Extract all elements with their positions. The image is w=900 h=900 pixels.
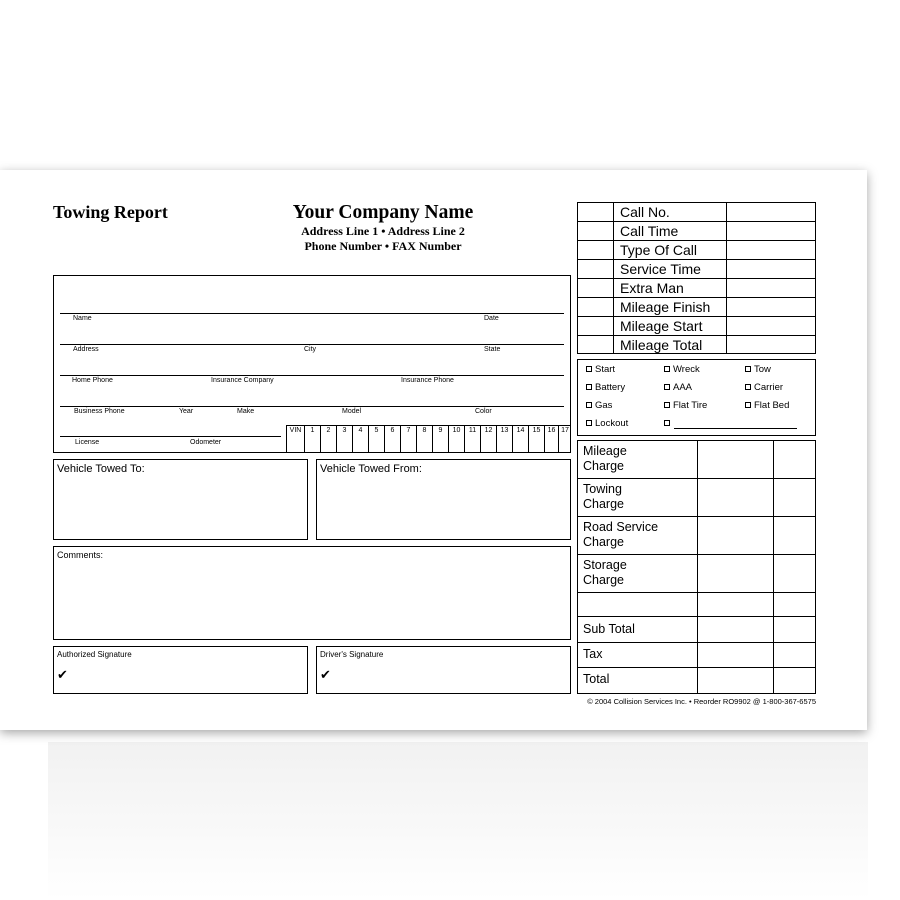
check-lockout-label: Lockout — [595, 418, 629, 429]
checkbox-icon[interactable] — [586, 384, 592, 390]
vin-cell[interactable]: 16 — [544, 426, 558, 453]
vin-cell[interactable]: 10 — [448, 426, 464, 453]
call-table — [577, 202, 816, 354]
type-of-call-label: Type Of Call — [620, 242, 698, 258]
check-other[interactable] — [664, 418, 673, 429]
authorized-signature-label: Authorized Signature — [57, 650, 132, 659]
vin-cell[interactable]: 17 — [558, 426, 571, 453]
checkbox-icon[interactable] — [586, 366, 592, 372]
company-address: Address Line 1 • Address Line 2 — [301, 224, 465, 238]
service-type-box — [577, 359, 816, 436]
mileage-total-label: Mileage Total — [620, 337, 703, 353]
customer-info-box — [53, 275, 571, 453]
date-label: Date — [484, 315, 499, 322]
vin-cell[interactable]: 12 — [480, 426, 496, 453]
check-flat-bed[interactable] — [745, 400, 789, 411]
check-aaa[interactable] — [664, 382, 692, 393]
vin-cell[interactable]: 6 — [384, 426, 400, 453]
check-lockout[interactable] — [586, 418, 628, 429]
checkbox-icon[interactable] — [664, 402, 670, 408]
make-label: Make — [237, 408, 255, 415]
sub-total-label: Sub Total — [583, 622, 635, 636]
license-label: License — [75, 439, 100, 446]
city-label: City — [304, 346, 317, 353]
vehicle-line[interactable] — [60, 406, 564, 407]
vin-cell[interactable]: 8 — [416, 426, 432, 453]
license-line[interactable] — [60, 436, 281, 437]
mileage-finish-label: Mileage Finish — [620, 299, 711, 315]
comments-box[interactable] — [53, 546, 571, 640]
check-tow-label: Tow — [754, 364, 771, 375]
tax-label: Tax — [583, 647, 603, 661]
vehicle-towed-to-label: Vehicle Towed To: — [57, 463, 145, 475]
vehicle-towed-from-box[interactable] — [316, 459, 571, 540]
vin-cell[interactable]: 14 — [512, 426, 528, 453]
drivers-signature-box[interactable] — [316, 646, 571, 694]
comments-label: Comments: — [57, 550, 104, 560]
check-battery-label: Battery — [595, 382, 626, 393]
odometer-label: Odometer — [190, 439, 222, 446]
check-gas-label: Gas — [595, 400, 613, 411]
check-flat-bed-label: Flat Bed — [754, 400, 790, 411]
model-label: Model — [342, 408, 362, 415]
checkbox-icon[interactable] — [586, 420, 592, 426]
check-start-label: Start — [595, 364, 616, 375]
checkbox-icon[interactable] — [745, 366, 751, 372]
check-flat-tire-label: Flat Tire — [673, 400, 708, 411]
check-wreck[interactable] — [664, 364, 700, 375]
towing-charge-label: Towing Charge — [583, 482, 624, 511]
check-tow[interactable] — [745, 364, 771, 375]
year-label: Year — [179, 408, 194, 415]
address-line[interactable] — [60, 344, 564, 345]
check-aaa-label: AAA — [673, 382, 693, 393]
vin-cell[interactable]: 7 — [400, 426, 416, 453]
vin-cell[interactable]: 5 — [368, 426, 384, 453]
vin-cell[interactable]: 3 — [336, 426, 352, 453]
vin-cell[interactable]: 11 — [464, 426, 480, 453]
color-label: Color — [475, 408, 492, 415]
call-no-label: Call No. — [620, 204, 670, 220]
mileage-charge-label: Mileage Charge — [583, 444, 627, 473]
vin-cell[interactable]: 13 — [496, 426, 512, 453]
company-phone: Phone Number • FAX Number — [304, 239, 462, 253]
address-label: Address — [73, 346, 99, 353]
vin-cell[interactable]: 1 — [304, 426, 320, 453]
report-title: Towing Report — [53, 202, 168, 222]
extra-man-label: Extra Man — [620, 280, 684, 296]
towing-report-form — [0, 170, 867, 730]
company-name: Your Company Name — [292, 202, 474, 223]
business-phone-label: Business Phone — [74, 408, 125, 415]
check-wreck-label: Wreck — [673, 364, 700, 375]
check-mark-icon: ✔ — [57, 667, 68, 682]
storage-charge-label: Storage Charge — [583, 558, 627, 587]
card-reflection — [48, 742, 868, 900]
state-label: State — [484, 346, 501, 353]
checkbox-icon[interactable] — [664, 366, 670, 372]
authorized-signature-box[interactable] — [53, 646, 308, 694]
vin-cell[interactable]: 2 — [320, 426, 336, 453]
check-gas[interactable] — [586, 400, 612, 411]
call-time-label: Call Time — [620, 223, 679, 239]
checkbox-icon[interactable] — [745, 384, 751, 390]
insurance-phone-label: Insurance Phone — [401, 377, 454, 384]
drivers-signature-label: Driver's Signature — [320, 650, 384, 659]
vin-grid[interactable] — [286, 425, 571, 453]
checkbox-icon[interactable] — [745, 402, 751, 408]
check-start[interactable] — [586, 364, 615, 375]
road-service-charge-label: Road Service Charge — [583, 520, 659, 549]
vehicle-towed-from-label: Vehicle Towed From: — [320, 463, 422, 475]
phone-line[interactable] — [60, 375, 564, 376]
total-label: Total — [583, 672, 610, 686]
vin-cell[interactable]: 9 — [432, 426, 448, 453]
other-service-line[interactable] — [674, 428, 797, 429]
checkbox-icon[interactable] — [664, 420, 670, 426]
checkbox-icon[interactable] — [586, 402, 592, 408]
check-battery[interactable] — [586, 382, 625, 393]
mileage-start-label: Mileage Start — [620, 318, 703, 334]
check-mark-icon: ✔ — [320, 667, 331, 682]
vin-cell[interactable]: 4 — [352, 426, 368, 453]
check-flat-tire[interactable] — [664, 400, 707, 411]
vin-label: VIN — [286, 426, 304, 453]
home-phone-label: Home Phone — [72, 377, 113, 384]
check-carrier-label: Carrier — [754, 382, 784, 393]
name-line[interactable] — [60, 313, 564, 314]
insurance-company-label: Insurance Company — [211, 377, 274, 384]
checkbox-icon[interactable] — [664, 384, 670, 390]
footer-copyright: © 2004 Collision Services Inc. • Reorder RO9902 @ 1-800-367-6575 — [587, 697, 816, 706]
vehicle-towed-to-box[interactable] — [53, 459, 308, 540]
vin-cell[interactable]: 15 — [528, 426, 544, 453]
charges-table — [577, 440, 816, 694]
service-time-label: Service Time — [620, 261, 701, 277]
check-carrier[interactable] — [745, 382, 783, 393]
name-label: Name — [73, 315, 92, 322]
